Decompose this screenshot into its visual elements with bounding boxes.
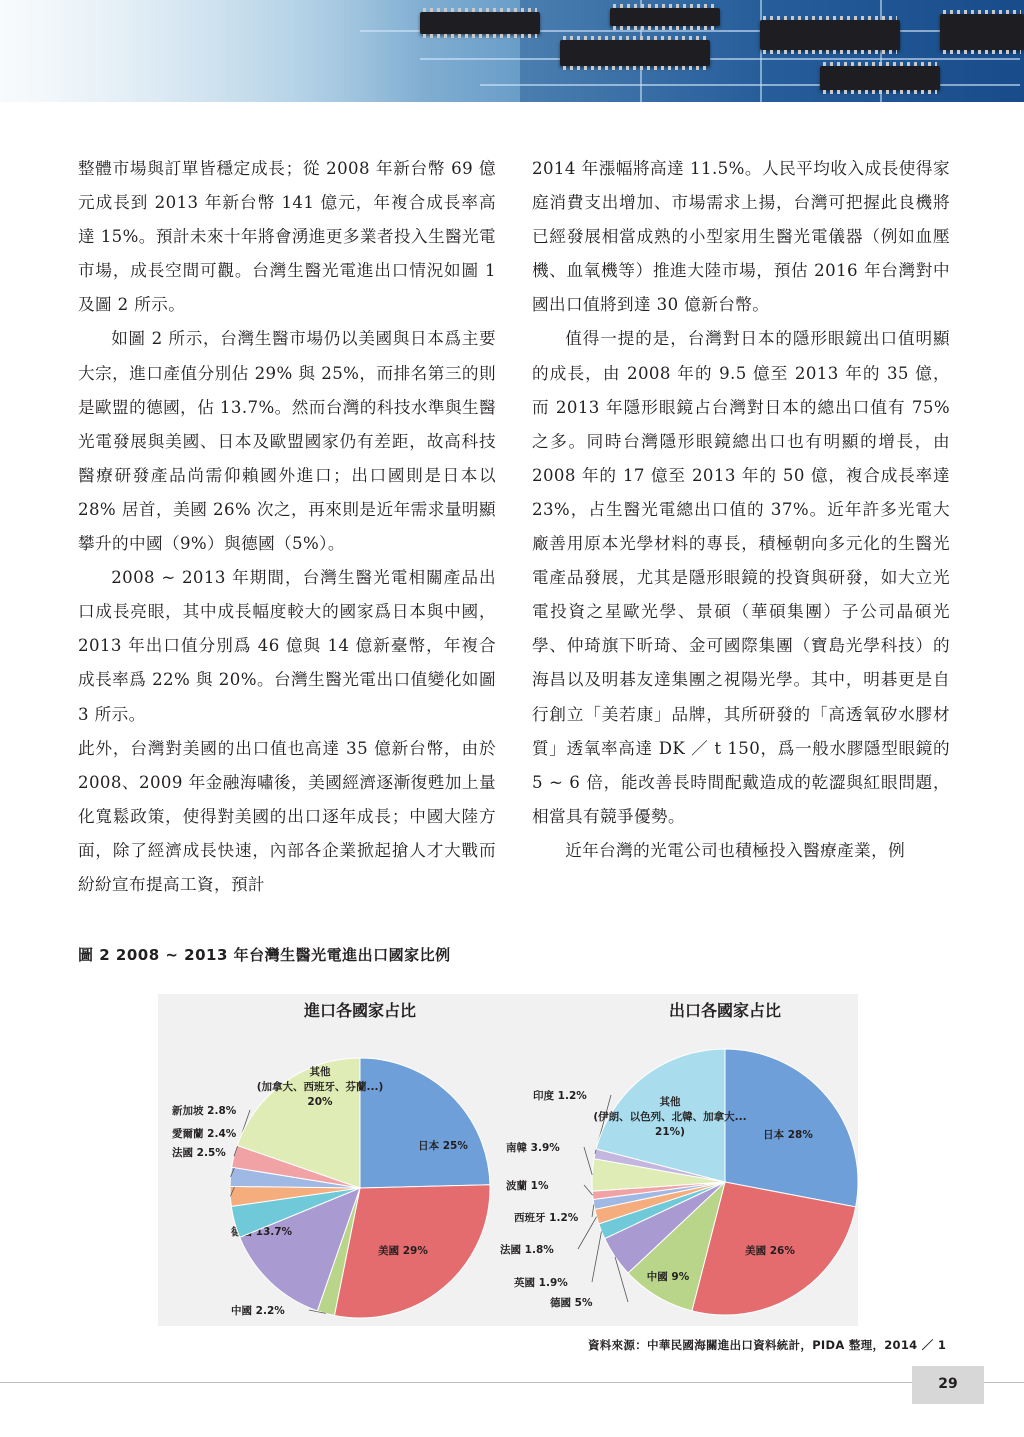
leader-line (578, 1217, 597, 1249)
pie-slice-label: 英國 1.9% (514, 1277, 568, 1289)
pie-slice-label: 其他(加拿大、西班牙、芬蘭...) 20% (256, 1066, 384, 1108)
pie-slice-label: 日本 28% (763, 1129, 813, 1141)
paragraph: 整體市場與訂單皆穩定成長；從 2008 年新台幣 69 億元成長到 2013 年新台幣 141 億元，年複合成長率高達 15%。預計未來十年將會湧進更多業者投入生醫光電市場，成長空間可觀。台灣生醫光電進出口情況如圖 1 及圖 2 所示。 (78, 159, 496, 315)
pie-slice (725, 1049, 858, 1207)
figure-source: 資料來源：中華民國海關進出口資料統計，PIDA 整理，2014 ／ 1 (588, 1338, 947, 1352)
pie-slice-label: 其他(伊朗、以色列、北韓、加拿大... 21%) (593, 1096, 747, 1138)
pie-slice-label: 中國 9% (646, 1271, 690, 1283)
figure-caption: 圖 2 2008 ~ 2013 年台灣生醫光電進出口國家比例 (78, 946, 451, 964)
text-column-left (78, 152, 496, 902)
paragraph: 如圖 2 所示，台灣生醫市場仍以美國與日本爲主要大宗，進口產值分別佔 29% 與 25%，而排名第三的則是歐盟的德國，佔 13.7%。然而台灣的科技水準與生醫光電發展與美國、日本及歐盟國家仍有差距，故高科技醫療研發產品尚需仰賴國外進口；出口國則是日本以 28% 居首，美國 26% 次之，再來則是近年需求量明顯攀升的中國（9%）與德國（5%）。 (78, 329, 496, 554)
pie-slice-label: 新加坡 2.8% (172, 1105, 237, 1117)
chart-title: 出口各國家占比 (668, 1001, 782, 1020)
chart-title: 進口各國家占比 (303, 1001, 417, 1020)
page-number: 29 (938, 1376, 958, 1392)
pie-slice-label: 德國 5% (550, 1297, 593, 1309)
text-column-right (532, 152, 950, 868)
paragraph: 值得一提的是，台灣對日本的隱形眼鏡出口值明顯的成長，由 2008 年的 9.5 億至 2013 年的 35 億，而 2013 年隱形眼鏡占台灣對日本的總出口值有 75% 之多。同時台灣隱形眼鏡總出口也有明顯的增長，由 2008 年的 17 億至 2013 年的 50 億，複合成長率達 23%，占生醫光電總出口值的 37%。近年許多光電大廠善用原本光學材料的專長，積極朝向多元化的生醫光電產品發展，尤其是隱形眼鏡的投資與研發，如大立光電投資之星歐光學、景碩（華碩集團）子公司晶碩光學、仲琦旗下昕琦、金可國際集團（寶島光學科技）的海昌以及明碁友達集團之視陽光學。其中，明碁更是自行創立「美若康」品牌，其所研發的「高透氧矽水膠材質」透氧率高達 DK ／ t 150，爲一般水膠隱型眼鏡的 5 ~ 6 倍，能改善長時間配戴造成的乾澀與紅眼問題，相當具有競爭優勢。 (532, 329, 950, 826)
pie-slice-label: 西班牙 1.2% (514, 1212, 579, 1224)
leader-line (584, 1147, 592, 1175)
pie-slice-label: 中國 2.2% (231, 1305, 285, 1317)
paragraph: 2014 年漲幅將高達 11.5%。人民平均收入成長使得家庭消費支出增加、市場需求上揚，台灣可把握此良機將已經發展相當成熟的小型家用生醫光電儀器（例如血壓機、血氧機等）推進大陸市場，預估 2016 年台灣對中國出口值將到達 30 億新台幣。 (532, 159, 950, 315)
paragraph: 近年台灣的光電公司也積極投入醫療產業，例 (565, 840, 906, 860)
pie-slice-label: 法國 2.5% (172, 1147, 226, 1159)
leader-line (592, 1231, 602, 1282)
pie-slice-label: 愛爾蘭 2.4% (172, 1128, 237, 1140)
pie-slice-label: 美國 26% (745, 1245, 795, 1257)
pie-slice-label: 印度 1.2% (533, 1090, 587, 1102)
paragraph: 此外，台灣對美國的出口值也高達 35 億新台幣，由於 2008、2009 年金融海嘯後，美國經濟逐漸復甦加上量化寬鬆政策，使得對美國的出口逐年成長；中國大陸方面，除了經濟成長快速，內部各企業掀起搶人才大戰而紛紛宣布提高工資，預計 (78, 738, 496, 894)
header-banner-image (0, 0, 1024, 102)
pie-slice-label: 美國 29% (378, 1245, 428, 1257)
pie-slice-label: 波蘭 1% (506, 1180, 549, 1192)
leader-line (592, 1205, 594, 1218)
pie-slice-label: 法國 1.8% (500, 1244, 554, 1256)
pie-slice-label: 南韓 3.9% (506, 1142, 560, 1154)
pie-chart-figure (158, 994, 858, 1326)
pie-slice-label: 日本 25% (418, 1140, 468, 1152)
pie-slice (360, 1058, 490, 1188)
pie-slice-label: 德國 13.7% (231, 1226, 293, 1238)
leader-line (584, 1185, 593, 1195)
paragraph: 2008 ~ 2013 年期間，台灣生醫光電相關產品出口成長亮眼，其中成長幅度較大的國家爲日本與中國，2013 年出口值分別爲 46 億與 14 億新臺幣，年複合成長率爲 22% 與 20%。台灣生醫光電出口值變化如圖 3 所示。 (78, 568, 496, 724)
footer-divider (0, 1382, 1024, 1383)
pie-charts (158, 994, 858, 1326)
